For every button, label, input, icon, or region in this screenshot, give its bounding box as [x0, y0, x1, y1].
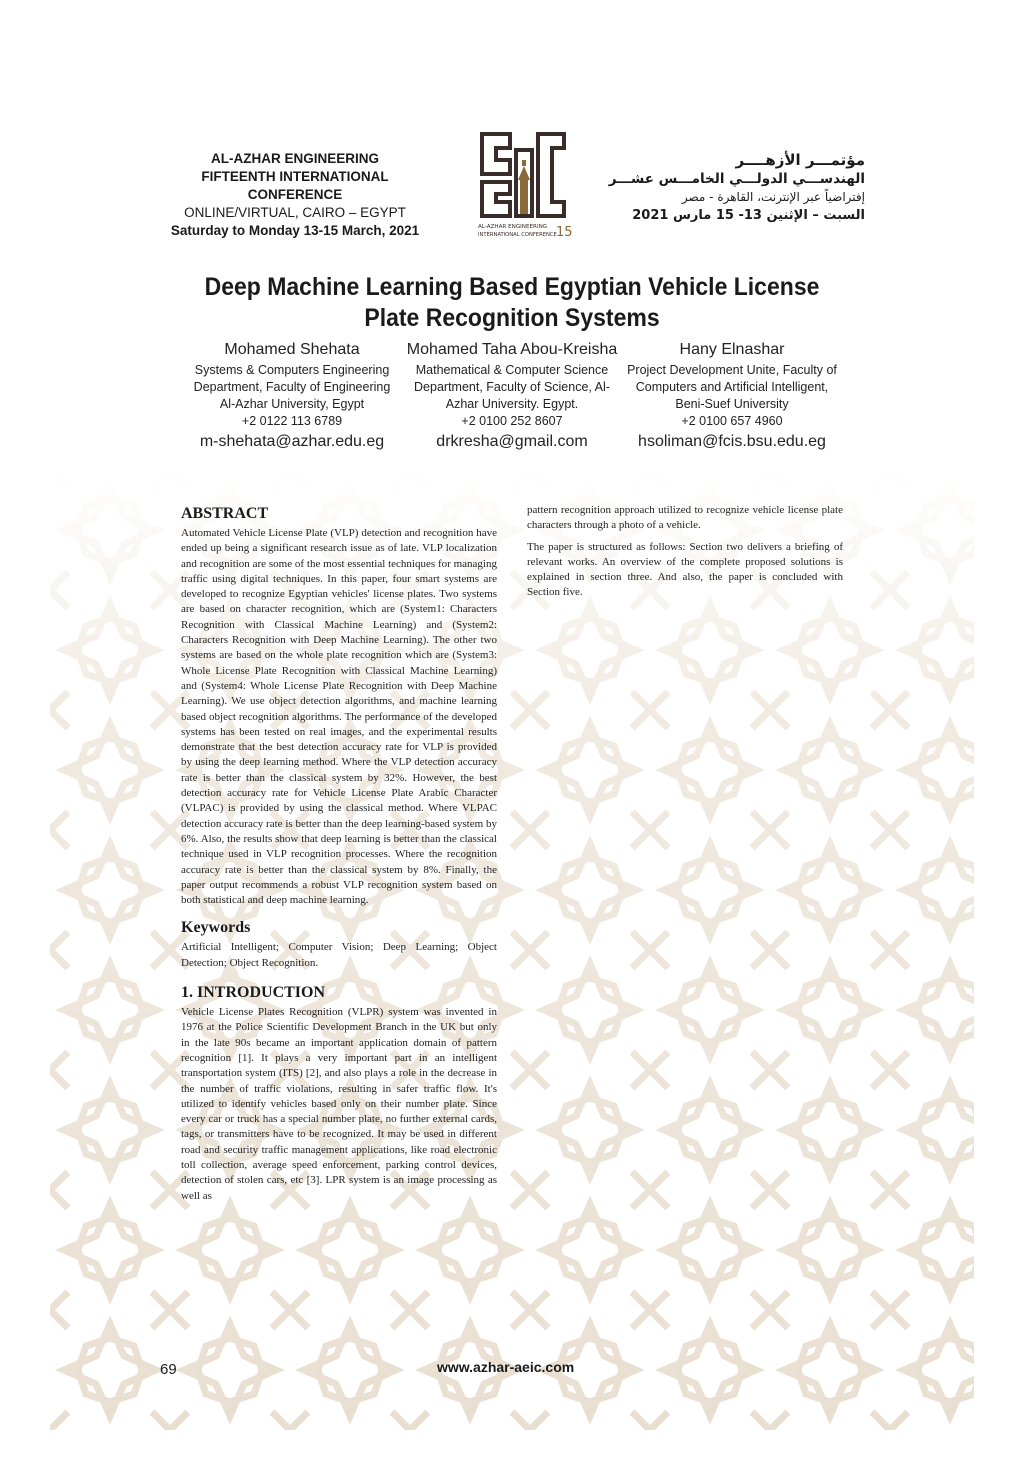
author-phone: +2 0122 113 6789	[241, 414, 343, 428]
conference-dates: Saturday to Monday 13-15 March, 2021	[170, 223, 420, 238]
paper-title	[151, 272, 872, 334]
abstract-heading: ABSTRACT	[181, 505, 269, 522]
conference-header-ar	[600, 150, 865, 226]
author-affiliation: Systems & Computers Engineering	[194, 363, 390, 377]
author-affiliation: Department, Faculty of Science, Al-	[414, 380, 610, 394]
conference-line: CONFERENCE	[247, 187, 343, 202]
left-column	[181, 504, 497, 1210]
title-line: Plate Recognition Systems	[364, 304, 660, 332]
abstract-text: Automated Vehicle License Plate (VLP) detection and recognition have ended up being a significant research issue as of late. VLP localization and recognition are some of the most essential techniques for managing traffic using digital techniques. In this paper, four smart systems are developed to recognize Egyptian vehicles' license plates. Two systems are based on character recognition, which are (System1: Characters Recognition with Classical Machine Learning) and (System2: Characters Recognition with Deep Machine Learning). The other two systems are based on the whole plate recognition which are (System3: Whole License Plate Recognition with Classical Machine Learning) and (System4: Whole License Plate Recognition with Deep Machine Learning). We use object detection algorithms, and machine learning based object recognition algorithms. The performance of the developed systems has been tested on real images, and the experimental results demonstrate that the best detection accuracy rate for VLP is provided by using the deep learning method. Where the VLP detection accuracy rate is better than the classical system by 32%. However, the best detection accuracy rate for Vehicle License Plate Arabic Character (VLPAC) is provided by using the classical method. Where VLPAC detection accuracy rate is better than the deep learning-based system by 6%. Also, the results show that deep learning is better than the classical technique used in VLP recognition processes. Where the recognition accuracy rate is better than the classical system by 8%. Finally, the paper output recommends a robust VLP recognition system based on both statistical and deep machine learning.	[181, 527, 497, 907]
author-affiliation: Beni-Suef University	[675, 397, 789, 411]
author-affiliation: Al-Azhar University, Egypt	[219, 397, 365, 411]
author-affiliation: Department, Faculty of Engineering	[193, 380, 391, 394]
paragraph: pattern recognition approach utilized to recognize vehicle license plate characters through a photo of a vehicle.	[527, 504, 843, 532]
author-affiliation: Azhar University. Egypt.	[445, 397, 579, 411]
paragraph: The paper is structured as follows: Section two delivers a briefing of relevant works. An overview of the complete proposed solutions is explained in section three. And also, the paper is concluded with Section five.	[527, 540, 843, 599]
title-line: Deep Machine Learning Based Egyptian Vehicle License	[204, 273, 820, 301]
keywords-heading: Keywords	[181, 919, 251, 937]
introduction-heading: 1. INTRODUCTION	[181, 984, 326, 1002]
conference-location: ONLINE/VIRTUAL, CAIRO – EGYPT	[184, 205, 406, 220]
conference-line-ar: إفتراضياً عبر الإنترنت، القاهرة - مصر	[681, 190, 865, 204]
author-name: Hany Elnashar	[679, 341, 785, 358]
conference-line: FIFTEENTH INTERNATIONAL	[201, 169, 389, 184]
website-link[interactable]: www.azhar-aeic.com	[437, 1359, 575, 1375]
author-affiliation: Mathematical & Computer Science	[415, 363, 609, 377]
conference-line-ar: الهندســـي الدولـــي الخامـــس عشـــر	[608, 171, 865, 187]
author-email[interactable]: drkresha@gmail.com	[436, 433, 588, 450]
page-number: 69	[160, 1361, 177, 1378]
author-name: Mohamed Taha Abou-Kreisha	[406, 341, 618, 358]
author-phone: +2 0100 252 8607	[461, 414, 563, 428]
keywords-text: Artificial Intelligent; Computer Vision; Deep Learning; Object Detection; Object Recognition.	[181, 941, 497, 969]
logo-caption: AL-AZHAR ENGINEERING	[478, 224, 548, 230]
logo-caption: INTERNATIONAL CONFERENCE	[478, 232, 557, 238]
conference-header-en	[150, 150, 440, 240]
conference-logo	[474, 130, 574, 245]
author-name: Mohamed Shehata	[224, 341, 360, 358]
right-column	[527, 503, 843, 607]
logo-number: 15	[556, 225, 573, 240]
author-block	[597, 340, 867, 453]
author-affiliation: Project Development Unite, Faculty of	[627, 363, 837, 377]
conference-dates-ar: السبت – الإثنين 13- 15 مارس 2021	[632, 208, 865, 223]
author-email[interactable]: m-shehata@azhar.edu.eg	[199, 433, 385, 450]
author-email[interactable]: hsoliman@fcis.bsu.edu.eg	[638, 433, 826, 450]
introduction-text: Vehicle License Plates Recognition (VLPR) system was invented in 1976 at the Police Scientific Development Branch in the UK but only in the late 90s became an important application domain of pattern recognition [1]. It plays a very important part in an intelligent transportation system (ITS) [2], and also plays a role in the decrease in the number of traffic violations, resulting in safer traffic flow. It's utilized to identify vehicles based only on their number plate. Since every car or truck has a special number plate, no further external cards, tags, or transmitters have to be recognized. It may be used in different road and security traffic management applications, like road electronic toll collection, average speed enforcement, parking control devices, detection of stolen cars, etc [3]. LPR system is an image processing as well as	[181, 1006, 497, 1202]
author-affiliation: Computers and Artificial Intelligent,	[635, 380, 829, 394]
conference-line: AL-AZHAR ENGINEERING	[211, 151, 379, 166]
conference-line-ar: مؤتمـــر الأزهــــر	[735, 151, 865, 169]
author-phone: +2 0100 657 4960	[681, 414, 783, 428]
